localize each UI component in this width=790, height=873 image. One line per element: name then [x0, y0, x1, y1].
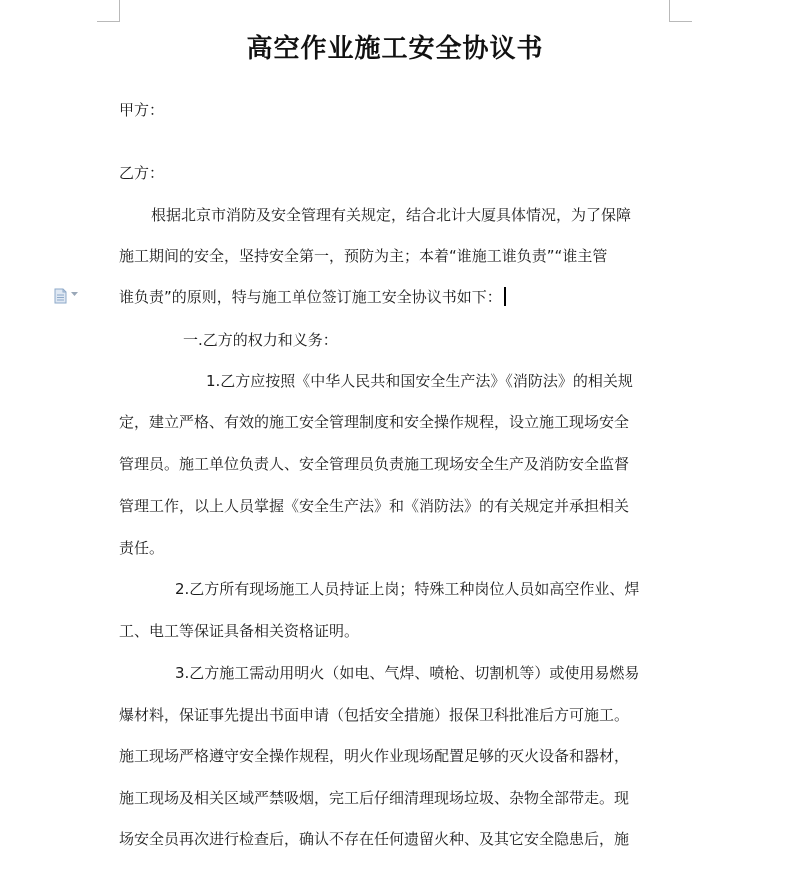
item-3-line: 场安全员再次进行检查后，确认不存在任何遗留火种、及其它安全隐患后，施 — [119, 830, 630, 848]
section-heading: 一.乙方的权力和义务： — [183, 331, 338, 349]
item-3-line: 施工现场及相关区域严禁吸烟，完工后仔细清理现场垃圾、杂物全部带走。现 — [119, 789, 630, 807]
intro-line: 施工期间的安全，坚持安全第一，预防为主；本着“谁施工谁负责”“谁主管 — [119, 247, 608, 265]
document-title: 高空作业施工安全协议书 — [246, 34, 544, 64]
intro-line-text: 谁负责”的原则，特与施工单位签订施工安全协议书如下： — [119, 288, 502, 306]
item-3-line: 爆材料，保证事先提出书面申请（包括安全措施）报保卫科批准后方可施工。 — [119, 706, 630, 724]
intro-line-last — [119, 287, 506, 307]
page-corner-mark — [119, 0, 120, 22]
item-3-line: 3.乙方施工需动用明火（如电、气焊、喷枪、切割机等）或使用易燃易 — [175, 664, 640, 682]
party-b-label: 乙方： — [119, 164, 165, 182]
page-corner-mark — [670, 21, 692, 22]
item-1-line: 管理员。施工单位负责人、安全管理员负责施工现场安全生产及消防安全监督 — [119, 455, 630, 473]
chevron-down-icon — [71, 292, 78, 297]
item-1-line: 管理工作，以上人员掌握《安全生产法》和《消防法》的有关规定并承担相关 — [119, 497, 630, 515]
item-3-line: 施工现场严格遵守安全操作规程，明火作业现场配置足够的灭火设备和器材， — [119, 747, 630, 765]
page-corner-mark — [669, 0, 670, 22]
text-cursor — [504, 287, 506, 306]
item-1-line: 1.乙方应按照《中华人民共和国安全生产法》《消防法》的相关规 — [206, 372, 633, 390]
item-2-line: 工、电工等保证具备相关资格证明。 — [119, 622, 360, 640]
item-1-line: 定，建立严格、有效的施工安全管理制度和安全操作规程，设立施工现场安全 — [119, 413, 630, 431]
page-corner-mark — [97, 21, 119, 22]
item-1-line: 责任。 — [119, 539, 165, 557]
party-a-label: 甲方： — [119, 101, 165, 119]
paragraph-menu[interactable] — [53, 288, 79, 304]
item-2-line: 2.乙方所有现场施工人员持证上岗；特殊工种岗位人员如高空作业、焊 — [175, 580, 640, 598]
intro-line: 根据北京市消防及安全管理有关规定，结合北计大厦具体情况，为了保障 — [151, 206, 632, 224]
